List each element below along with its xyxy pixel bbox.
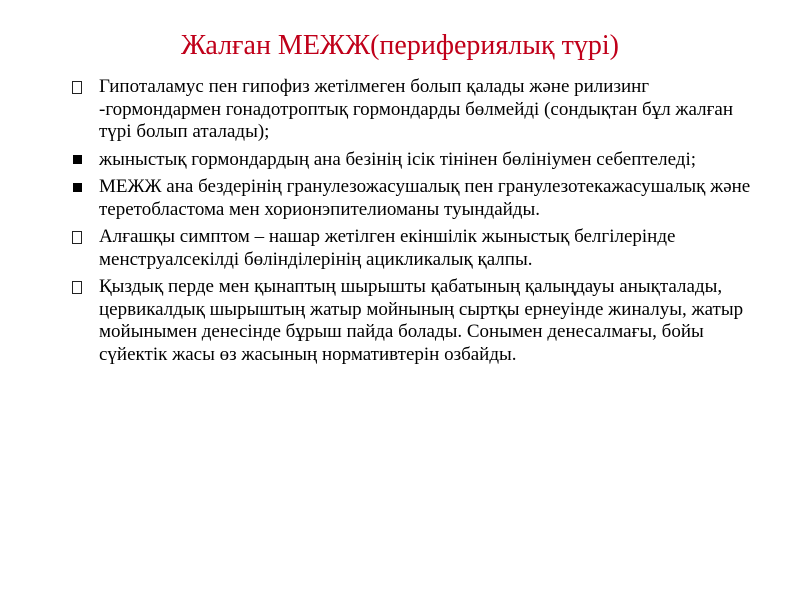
bullet-item: [70, 149, 760, 172]
bullet-item: [70, 176, 760, 221]
bullet-item: [70, 76, 760, 144]
bullet-text: Гипоталамус пен гипофиз жетілмеген болып қалады және рилизинг -гормондармен гонадотроптық гормондарды бөлмейді (сондықтан бұл жалған түрі болып аталады);: [99, 76, 734, 142]
bullet-text: Алғашқы симптом – нашар жетілген екіншілік жыныстық белгілерінде менструалсекілді бөлінділерінің ацикликалық қалпы.: [99, 226, 676, 270]
box-bullet-icon: [70, 276, 94, 298]
bullet-text: жыныстық гормондардың ана безінің ісік тінінен бөлініумен себептеледі;: [99, 148, 697, 170]
box-bullet-icon: [70, 76, 94, 98]
bullet-item: [70, 276, 760, 366]
bullet-list: [70, 76, 760, 371]
square-bullet-icon: [70, 176, 94, 198]
box-bullet-icon: [70, 226, 94, 248]
bullet-text: Қыздық перде мен қынаптың шырышты қабатының қалыңдауы анықталады, цервикалдық шырыштың жатыр мойнының сыртқы ернеуінде жиналуы, жатыр мойынымен денесінде бұрыш пайда болады. Сонымен денесалмағы, бойы сүйектік жасы өз жасының нормативтерін озбайды.: [99, 276, 744, 365]
bullet-text: МЕЖЖ ана бездерінің гранулезожасушалық пен гранулезотекажасушалық және теретобластома мен хорионэпителиоманы туындайды.: [99, 176, 751, 220]
slide-title: Жалған МЕЖЖ(перифериялық түрі): [181, 30, 619, 61]
square-bullet-icon: [70, 149, 94, 171]
bullet-item: [70, 226, 760, 271]
